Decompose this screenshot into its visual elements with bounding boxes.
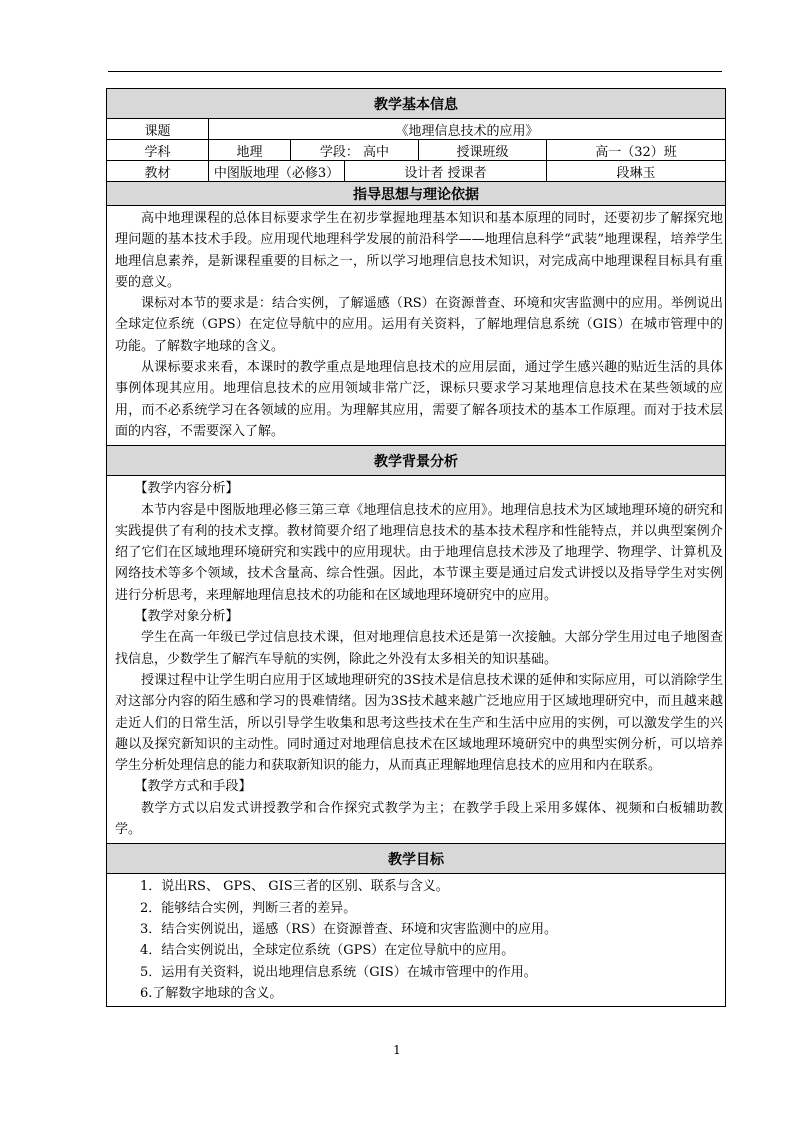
guide-paragraph-2: 课标对本节的要求是：结合实例，了解遥感（RS）在资源普查、环境和灾害监测中的应用。举例说出全球定位系统（GPS）在定位导航中的应用。运用有关资料，了解地理信息系统（GIS）在城市管理中的功能。了解数字地球的含义。 xyxy=(115,296,723,354)
goal-item-6: 6.了解数字地球的含义。 xyxy=(140,985,283,1001)
class-value: 高一（32）班 xyxy=(595,144,677,160)
background-content xyxy=(107,476,725,844)
header-rule xyxy=(108,71,722,72)
section-header-guide xyxy=(107,182,725,206)
target-analysis-text-1: 学生在高一年级已学过信息技术课，但对地理信息技术还是第一次接触。大部分学生用过电子地图查找信息，少数学生了解汽车导航的实例，除此之外没有太多相关的知识基础。 xyxy=(115,630,723,667)
goal-item-1: 1．说出RS、 GPS、 GIS三者的区别、联系与含义。 xyxy=(140,879,449,895)
goal-item-4: 4．结合实例说出，全球定位系统（GPS）在定位导航中的应用。 xyxy=(140,943,515,959)
section-title-background: 教学背景分析 xyxy=(374,453,458,470)
section-title-basic: 教学基本信息 xyxy=(374,96,458,113)
target-analysis-text-2: 授课过程中让学生明白应用于区域地理研究的3S技术是信息技术课的延伸和实际应用，可以消除学生对这部分内容的陌生感和学习的畏难情绪。因为3S技术越来越广泛地应用于区域地理研究中，而且越来越走近人们的日常生活，所以引导学生收集和思考这些技术在生产和生活中应用的实例，可以激发学生的兴趣以及探究新知识的主动性。同时通过对地理信息技术在区域地理环境研究中的典型实例分析，可以培养学生分析处理信息的能力和获取新知识的能力，从而真正理解地理信息技术的应用和内在联系。 xyxy=(115,672,723,774)
page-number: 1 xyxy=(393,1043,401,1057)
topic-value: 《地理信息技术的应用》 xyxy=(395,123,539,139)
section-header-basic xyxy=(107,89,725,119)
section-title-guide: 指导思想与理论依据 xyxy=(353,186,479,203)
row-topic xyxy=(107,119,725,140)
guide-content xyxy=(107,206,725,446)
target-analysis-heading: 【教学对象分析】 xyxy=(134,609,239,625)
guide-paragraph-3: 从课标要求来看，本课时的教学重点是地理信息技术的应用层面，通过学生感兴趣的贴近生活的具体事例体现其应用。地理信息技术的应用领域非常广泛，课标只要求学习某地理信息技术在某些领域的应用，而不必系统学习在各领域的应用。为理解其应用，需要了解各项技术的基本工作原理。而对于技术层面的内容，不需要深入了解。 xyxy=(115,360,723,439)
goal-item-5: 5．运用有关资料，说出地理信息系统（GIS）在城市管理中的作用。 xyxy=(140,964,537,980)
content-analysis-heading: 【教学内容分析】 xyxy=(134,481,239,497)
lesson-plan-table xyxy=(106,88,726,1007)
textbook-label: 教材 xyxy=(107,161,209,181)
goals-list xyxy=(107,874,559,1006)
subject-value: 地理 xyxy=(209,140,291,160)
method-heading: 【教学方式和手段】 xyxy=(134,779,252,795)
method-text: 教学方式以启发式讲授教学和合作探究式教学为主；在教学手段上采用多媒体、视频和白板辅助教学。 xyxy=(115,800,723,838)
goal-item-2: 2．能够结合实例，判断三者的差异。 xyxy=(140,900,357,916)
guide-text-block xyxy=(107,206,725,445)
section-header-background xyxy=(107,446,725,476)
guide-paragraph-1: 高中地理课程的总体目标要求学生在初步掌握地理基本知识和基本原理的同时，还要初步了解探究地理问题的基本技术手段。应用现代地理科学发展的前沿科学——地理信息科学“武装”地理课程，培养学生地理信息素养，是新课程重要的目标之一，所以学习地理信息技术知识，对完成高中地理课程目标具有重要的意义。 xyxy=(115,211,723,290)
row-subject xyxy=(107,140,725,161)
goal-item-3: 3．结合实例说出，遥感（RS）在资源普查、环境和灾害监测中的应用。 xyxy=(140,921,557,937)
class-label: 授课班级 xyxy=(419,140,547,160)
section-title-goals: 教学目标 xyxy=(388,851,444,868)
textbook-value: 中图版地理（必修3） xyxy=(209,161,345,181)
background-text-block xyxy=(107,476,725,843)
designer-label: 设计者 授课者 xyxy=(345,161,547,181)
topic-label: 课题 xyxy=(107,119,209,139)
subject-label: 学科 xyxy=(107,140,209,160)
teacher-name: 段琳玉 xyxy=(616,165,656,181)
section-header-goals xyxy=(107,844,725,874)
row-textbook xyxy=(107,161,725,182)
stage-value: 学段： 高中 xyxy=(291,140,419,160)
content-analysis-text: 本节内容是中图版地理必修三第三章《地理信息技术的应用》。地理信息技术为区域地理环境的研究和实践提供了有利的技术支撑。教材简要介绍了地理信息技术的基本技术程序和性能特点，并以典型案例介绍了它们在区域地理环境研究和实践中的应用现状。由于地理信息技术涉及了地理学、物理学、计算机及网络技术等多个领域，技术含量高、综合性强。因此，本节课主要是通过启发式讲授以及指导学生对实例进行分析思考，来理解地理信息技术的功能和在区域地理环境研究中的应用。 xyxy=(115,502,723,603)
goals-content xyxy=(107,874,725,1006)
